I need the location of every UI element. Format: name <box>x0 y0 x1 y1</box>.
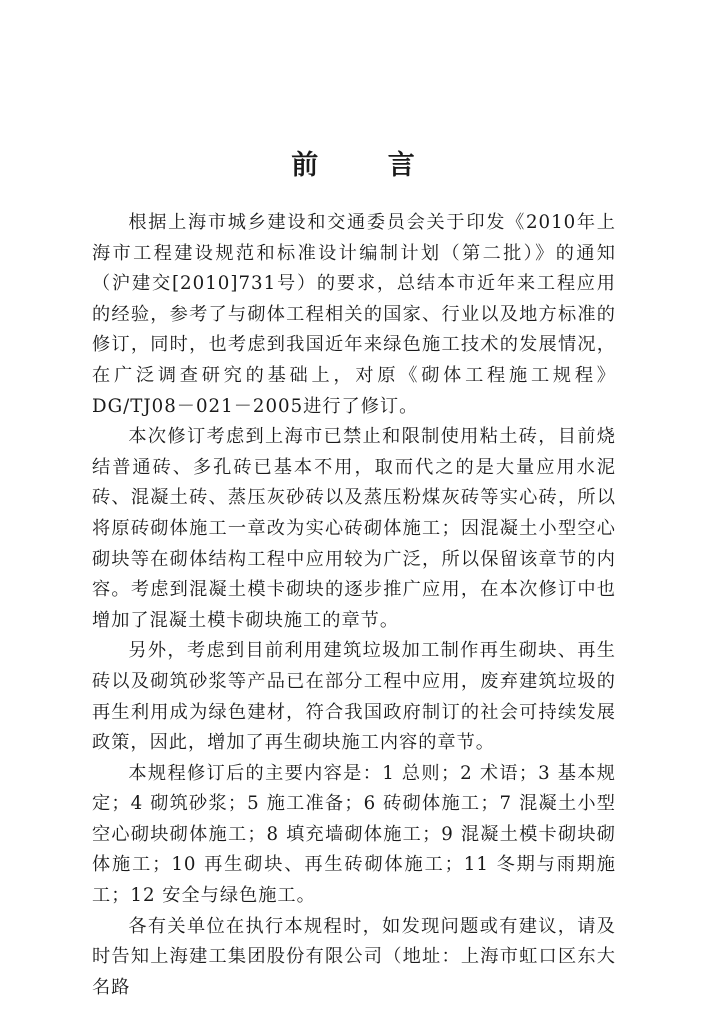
page-title: 前 言 <box>291 150 445 181</box>
paragraph-3: 另外，考虑到目前利用建筑垃圾加工制作再生砌块、再生砖以及砌筑砂浆等产品已在部分工程中应用，废弃建筑垃圾的再生利用成为绿色建材，符合我国政府制订的社会可持续发展政策，因此，增加了再生砌块施工内容的章节。 <box>92 640 616 754</box>
paragraph-5: 各有关单位在执行本规程时，如发现问题或有建议，请及时告知上海建工集团股份有限公司（地址：上海市虹口区东大名路 <box>92 915 616 998</box>
paragraph-2: 本次修订考虑到上海市已禁止和限制使用粘土砖，目前烧结普通砖、多孔砖已基本不用，取而代之的是大量应用水泥砖、混凝土砖、蒸压灰砂砖以及蒸压粉煤灰砖等实心砖，所以将原砖砌体施工一章改为实心砖砌体施工；因混凝土小型空心砌块等在砌体结构工程中应用较为广泛，所以保留该章节的内容。考虑到混凝土模卡砌块的逐步推广应用，在本次修订中也增加了混凝土模卡砌块施工的章节。 <box>92 426 616 631</box>
paragraph-4: 本规程修订后的主要内容是：1 总则；2 术语；3 基本规定；4 砌筑砂浆；5 施工准备；6 砖砌体施工；7 混凝土小型空心砌块砌体施工；8 填充墙砌体施工；9 混凝土模卡砌块砌体施工；10 再生砌块、再生砖砌体施工；11 冬期与雨期施工；12 安全与绿色施工。 <box>92 762 616 907</box>
paragraph-1: 根据上海市城乡建设和交通委员会关于印发《2010年上海市工程建设规范和标准设计编制计划（第二批）》的通知（沪建交[2010]731号）的要求，总结本市近年来工程应用的经验，参考了与砌体工程相关的国家、行业以及地方标准的修订，同时，也考虑到我国近年来绿色施工技术的发展情况，在广泛调查研究的基础上，对原《砌体工程施工规程》DG/TJ08－021－2005进行了修订。 <box>92 212 616 417</box>
body-text <box>92 208 616 1003</box>
